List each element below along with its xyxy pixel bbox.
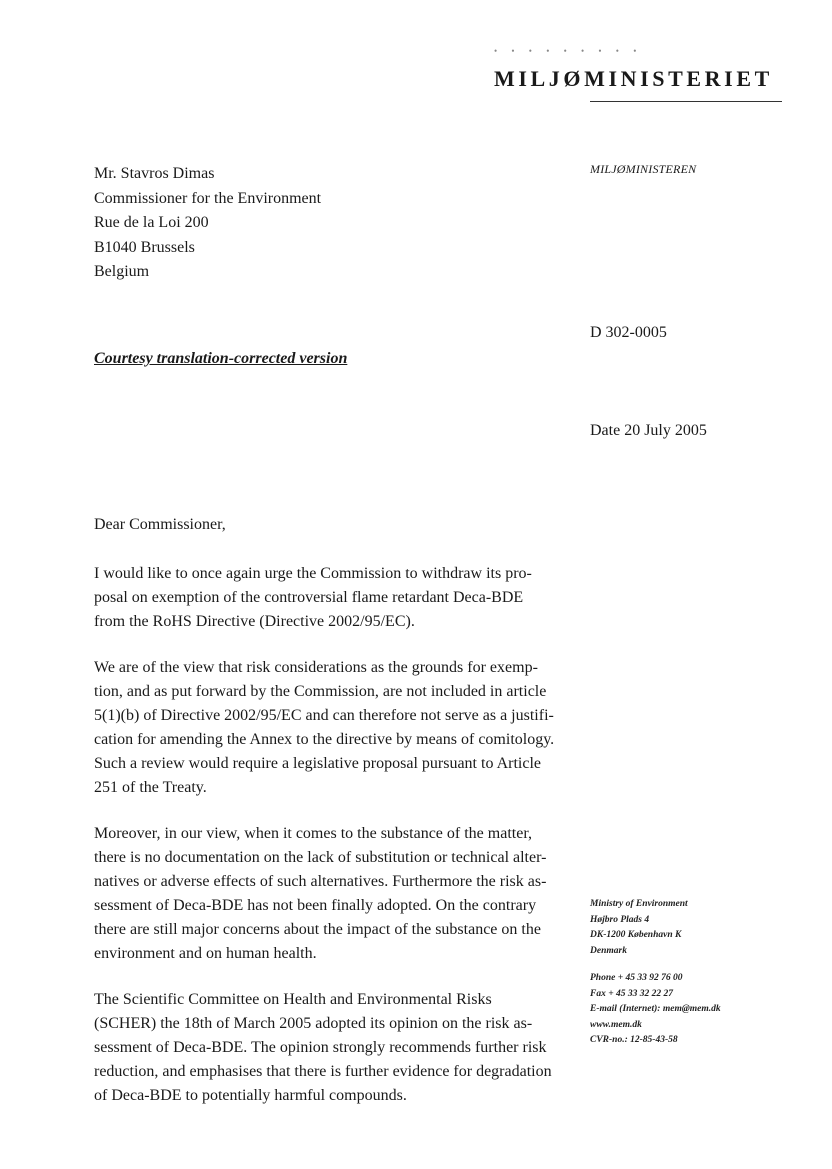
paragraph: [94, 822, 584, 966]
ministry-contact-details: [590, 971, 721, 1049]
contact-line: Ministry of Environment: [590, 899, 688, 909]
paragraph-line: (SCHER) the 18th of March 2005 adopted its opinion on the risk as-: [94, 1015, 533, 1032]
paragraph-line: natives or adverse effects of such alternatives. Furthermore the risk as-: [94, 873, 547, 890]
paragraph: [94, 988, 584, 1108]
paragraph-line: reduction, and emphasises that there is further evidence for degradation: [94, 1063, 552, 1080]
paragraph-line: tion, and as put forward by the Commission, are not included in article: [94, 683, 547, 700]
paragraph-line: I would like to once again urge the Commission to withdraw its pro-: [94, 565, 532, 582]
letterhead-rule: [590, 101, 782, 102]
contact-line: Højbro Plads 4: [590, 914, 650, 925]
recipient-address: [94, 162, 321, 285]
ministry-contact-block: [590, 897, 721, 1061]
paragraph-line: sessment of Deca-BDE. The opinion strongly recommends further risk: [94, 1039, 547, 1056]
paragraph-line: 251 of the Treaty.: [94, 779, 207, 796]
recipient-line: Belgium: [94, 263, 150, 280]
paragraph-line: posal on exemption of the controversial flame retardant Deca-BDE: [94, 589, 524, 606]
paragraph-line: 5(1)(b) of Directive 2002/95/EC and can therefore not serve as a justifi-: [94, 707, 554, 724]
fax-number: Fax + 45 33 32 22 27: [590, 988, 673, 999]
email-address: E-mail (Internet): mem@mem.dk: [590, 1004, 721, 1014]
courtesy-note: Courtesy translation-corrected version: [94, 350, 348, 367]
contact-line: DK-1200 København K: [590, 930, 682, 940]
paragraph-line: of Deca-BDE to potentially harmful compounds.: [94, 1087, 407, 1104]
recipient-line: B1040 Brussels: [94, 238, 195, 256]
ministry-logo-text: MILJØMINISTERIET: [494, 66, 773, 91]
reference-number: D 302-0005: [590, 324, 667, 341]
paragraph: [94, 656, 584, 800]
paragraph-line: We are of the view that risk considerations as the grounds for exemp-: [94, 659, 538, 676]
recipient-line: Rue de la Loi 200: [94, 214, 209, 231]
phone-number: Phone + 45 33 92 76 00: [590, 973, 683, 983]
paragraph-line: from the RoHS Directive (Directive 2002/95/EC).: [94, 613, 415, 630]
letter-body: [94, 562, 584, 1130]
paragraph: [94, 562, 584, 634]
paragraph-line: there are still major concerns about the impact of the substance on the: [94, 921, 541, 938]
website: www.mem.dk: [590, 1019, 642, 1030]
salutation: Dear Commissioner,: [94, 516, 226, 533]
paragraph-line: cation for amending the Annex to the directive by means of comitology.: [94, 731, 555, 748]
contact-line: Denmark: [590, 945, 627, 956]
cvr-number: CVR-no.: 12-85-43-58: [590, 1035, 678, 1045]
paragraph-line: environment and on human health.: [94, 945, 317, 962]
ministry-address: [590, 897, 721, 959]
recipient-line: Mr. Stavros Dimas: [94, 165, 215, 182]
paragraph-line: there is no documentation on the lack of substitution or technical alter-: [94, 849, 547, 866]
recipient-line: Commissioner for the Environment: [94, 189, 322, 207]
paragraph-line: sessment of Deca-BDE has not been finally adopted. On the contrary: [94, 897, 537, 914]
paragraph-line: The Scientific Committee on Health and Environmental Risks: [94, 991, 492, 1008]
letterhead-dots: • • • • • • • • •: [494, 46, 643, 56]
paragraph-line: Moreover, in our view, when it comes to the substance of the matter,: [94, 825, 532, 842]
sender-label: MILJØMINISTEREN: [590, 162, 697, 176]
paragraph-line: Such a review would require a legislative proposal pursuant to Article: [94, 755, 541, 772]
letter-date: Date 20 July 2005: [590, 422, 707, 439]
